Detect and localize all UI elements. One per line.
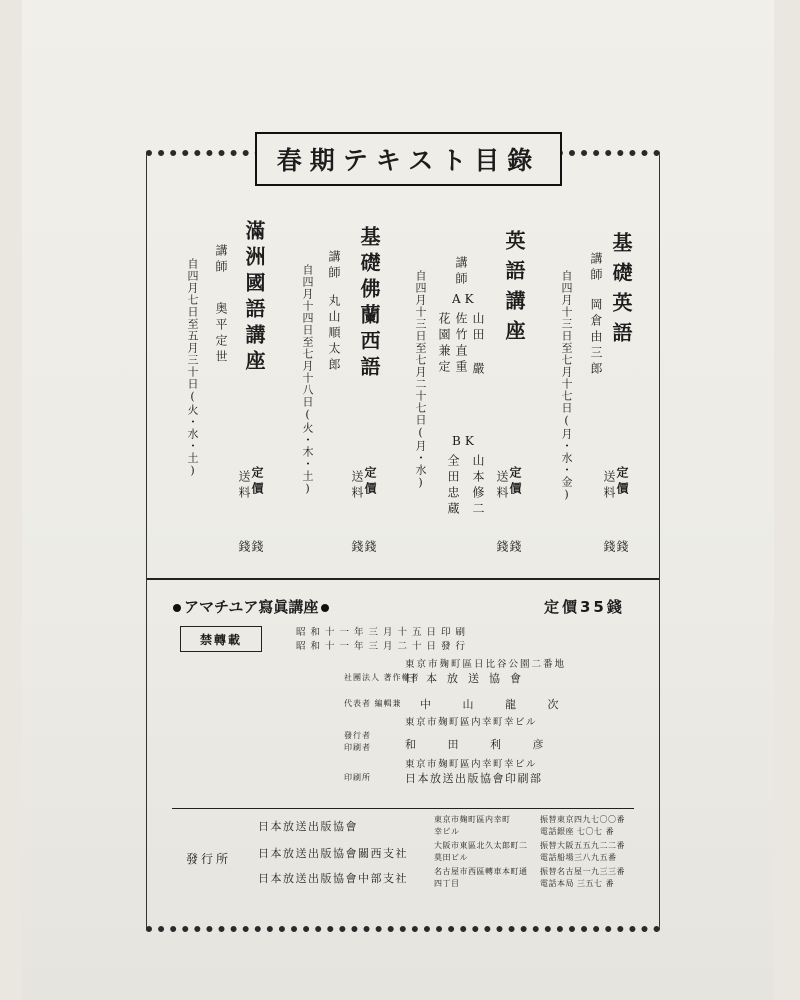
course-2-price-label: 定價: [508, 466, 522, 498]
address-line-2: 幸ビル: [434, 827, 460, 836]
label-publisher: 社團法人 著作權者: [344, 673, 420, 682]
course-4-lecturer-label: 講師: [214, 244, 228, 276]
title-box: [255, 132, 562, 186]
catalog-divider: [147, 578, 659, 580]
course-2-name: 英語講座: [502, 230, 526, 350]
course-4-schedule: 自四月七日至五月三十日(火・水・土): [186, 258, 199, 478]
course-3-lecturer-label: 講師: [327, 250, 341, 282]
phone-line-6: 電話本局 三五七 番: [540, 879, 615, 888]
address-line-1: 東京市麹町區内幸町: [434, 815, 511, 824]
course-1-price-label: 定價: [615, 466, 629, 498]
reprint-ban-box: [180, 626, 262, 652]
bullet-dot-icon: [321, 604, 329, 612]
publish-date: 昭和十一年三月二十日發行: [296, 641, 471, 652]
course-3-price-unit: 錢: [363, 540, 377, 556]
course-1-schedule: 自四月十三日至七月十七日(月・水・金): [560, 270, 573, 502]
course-3-schedule: 自四月十四日至七月十八日(火・木・土): [301, 264, 314, 496]
course-2-ak-lecturer-2: 佐竹直重: [454, 312, 468, 376]
address-3: 東京市麹町區内幸町幸ビル: [405, 759, 538, 770]
course-3-lecturer: 丸山順太郎: [327, 294, 341, 374]
page-title: 春期テキスト目錄: [276, 146, 541, 175]
course-2-bk-tag: BK: [452, 434, 478, 448]
course-1-postage-unit: 錢: [602, 540, 616, 556]
course-4-price-unit: 錢: [250, 540, 264, 556]
label-printer: 印刷者: [344, 743, 371, 752]
course-2-price-unit: 錢: [508, 540, 522, 556]
course-2-postage-label: 送料: [495, 470, 509, 502]
printer-name: 和 田 利 彦: [405, 738, 558, 751]
publisher-org: 日本放送協會: [405, 672, 531, 685]
phone-line-4: 電話船場三八九五番: [540, 853, 617, 862]
course-4-price-label: 定價: [250, 466, 264, 498]
course-4-name: 滿洲國語講座: [242, 220, 266, 376]
course-1-lecturer: 岡倉由三郎: [589, 298, 603, 378]
phone-line-2: 電話銀座 七〇七 番: [540, 827, 615, 836]
course-2-ak-lecturer-3: 花園兼定: [437, 312, 451, 376]
course-2-ak-lecturer-1: 山田 嚴: [471, 312, 485, 378]
issuer-1: 日本放送出版協會: [258, 820, 358, 833]
course-3-price-label: 定價: [363, 466, 377, 498]
label-print-office: 印刷所: [344, 773, 371, 782]
course-3-name: 基礎佛蘭西語: [357, 226, 381, 382]
course-1-postage-label: 送料: [602, 470, 616, 502]
print-date: 昭和十一年三月十五日印刷: [296, 627, 471, 638]
address-line-5: 名古屋市西區轉車本町通: [434, 867, 528, 876]
address-line-3: 大阪市東區北久太郎町二: [434, 841, 528, 850]
course-2-bk-lecturer-2: 全田忠蔵: [446, 454, 460, 518]
phone-line-3: 振替大阪五五九二二番: [540, 841, 625, 850]
course-2-ak-tag: AK: [452, 292, 478, 306]
reprint-ban-label: 禁轉載: [199, 632, 242, 647]
course-2-schedule: 自四月十三日至七月二十七日(月・水): [414, 270, 427, 490]
course-1-lecturer-label: 講師: [589, 252, 603, 284]
address-line-6: 四丁目: [434, 879, 460, 888]
course-1-name: 基礎英語: [609, 232, 633, 352]
course-1-price-unit: 錢: [615, 540, 629, 556]
address-2: 東京市麹町區内幸町幸ビル: [405, 717, 538, 728]
issuer-3: 日本放送出版協會中部支社: [258, 872, 408, 885]
bullet-dot-icon: [173, 604, 181, 612]
price-text: 定價35錢: [544, 598, 625, 616]
course-3-postage-unit: 錢: [350, 540, 364, 556]
issuer-2: 日本放送出版協會關西支社: [258, 847, 408, 860]
course-4-postage-unit: 錢: [237, 540, 251, 556]
course-4-lecturer: 奥平定世: [214, 302, 228, 366]
course-2-lecturer-label: 講師: [454, 256, 468, 288]
label-editor: 代表者 編輯兼: [344, 699, 402, 708]
course-3-postage-label: 送料: [350, 470, 364, 502]
editor-name: 中 山 龍 次: [420, 698, 573, 711]
address-1: 東京市麹町區日比谷公園二番地: [405, 659, 567, 670]
phone-line-1: 振替東京四九七〇〇番: [540, 815, 625, 824]
series-title: アマチユア寫眞講座: [184, 598, 319, 616]
phone-line-5: 振替名古屋一九三三番: [540, 867, 625, 876]
print-office: 日本放送出版協會印刷部: [405, 772, 543, 785]
series-title-row: [170, 596, 332, 617]
address-line-4: 莫田ビル: [434, 853, 468, 862]
course-2-postage-unit: 錢: [495, 540, 509, 556]
course-4-postage-label: 送料: [237, 470, 251, 502]
course-2-bk-lecturer-1: 山本修二: [471, 454, 485, 518]
label-issuer: 發行者: [344, 731, 371, 740]
issuer-label: 發行所: [186, 852, 232, 866]
